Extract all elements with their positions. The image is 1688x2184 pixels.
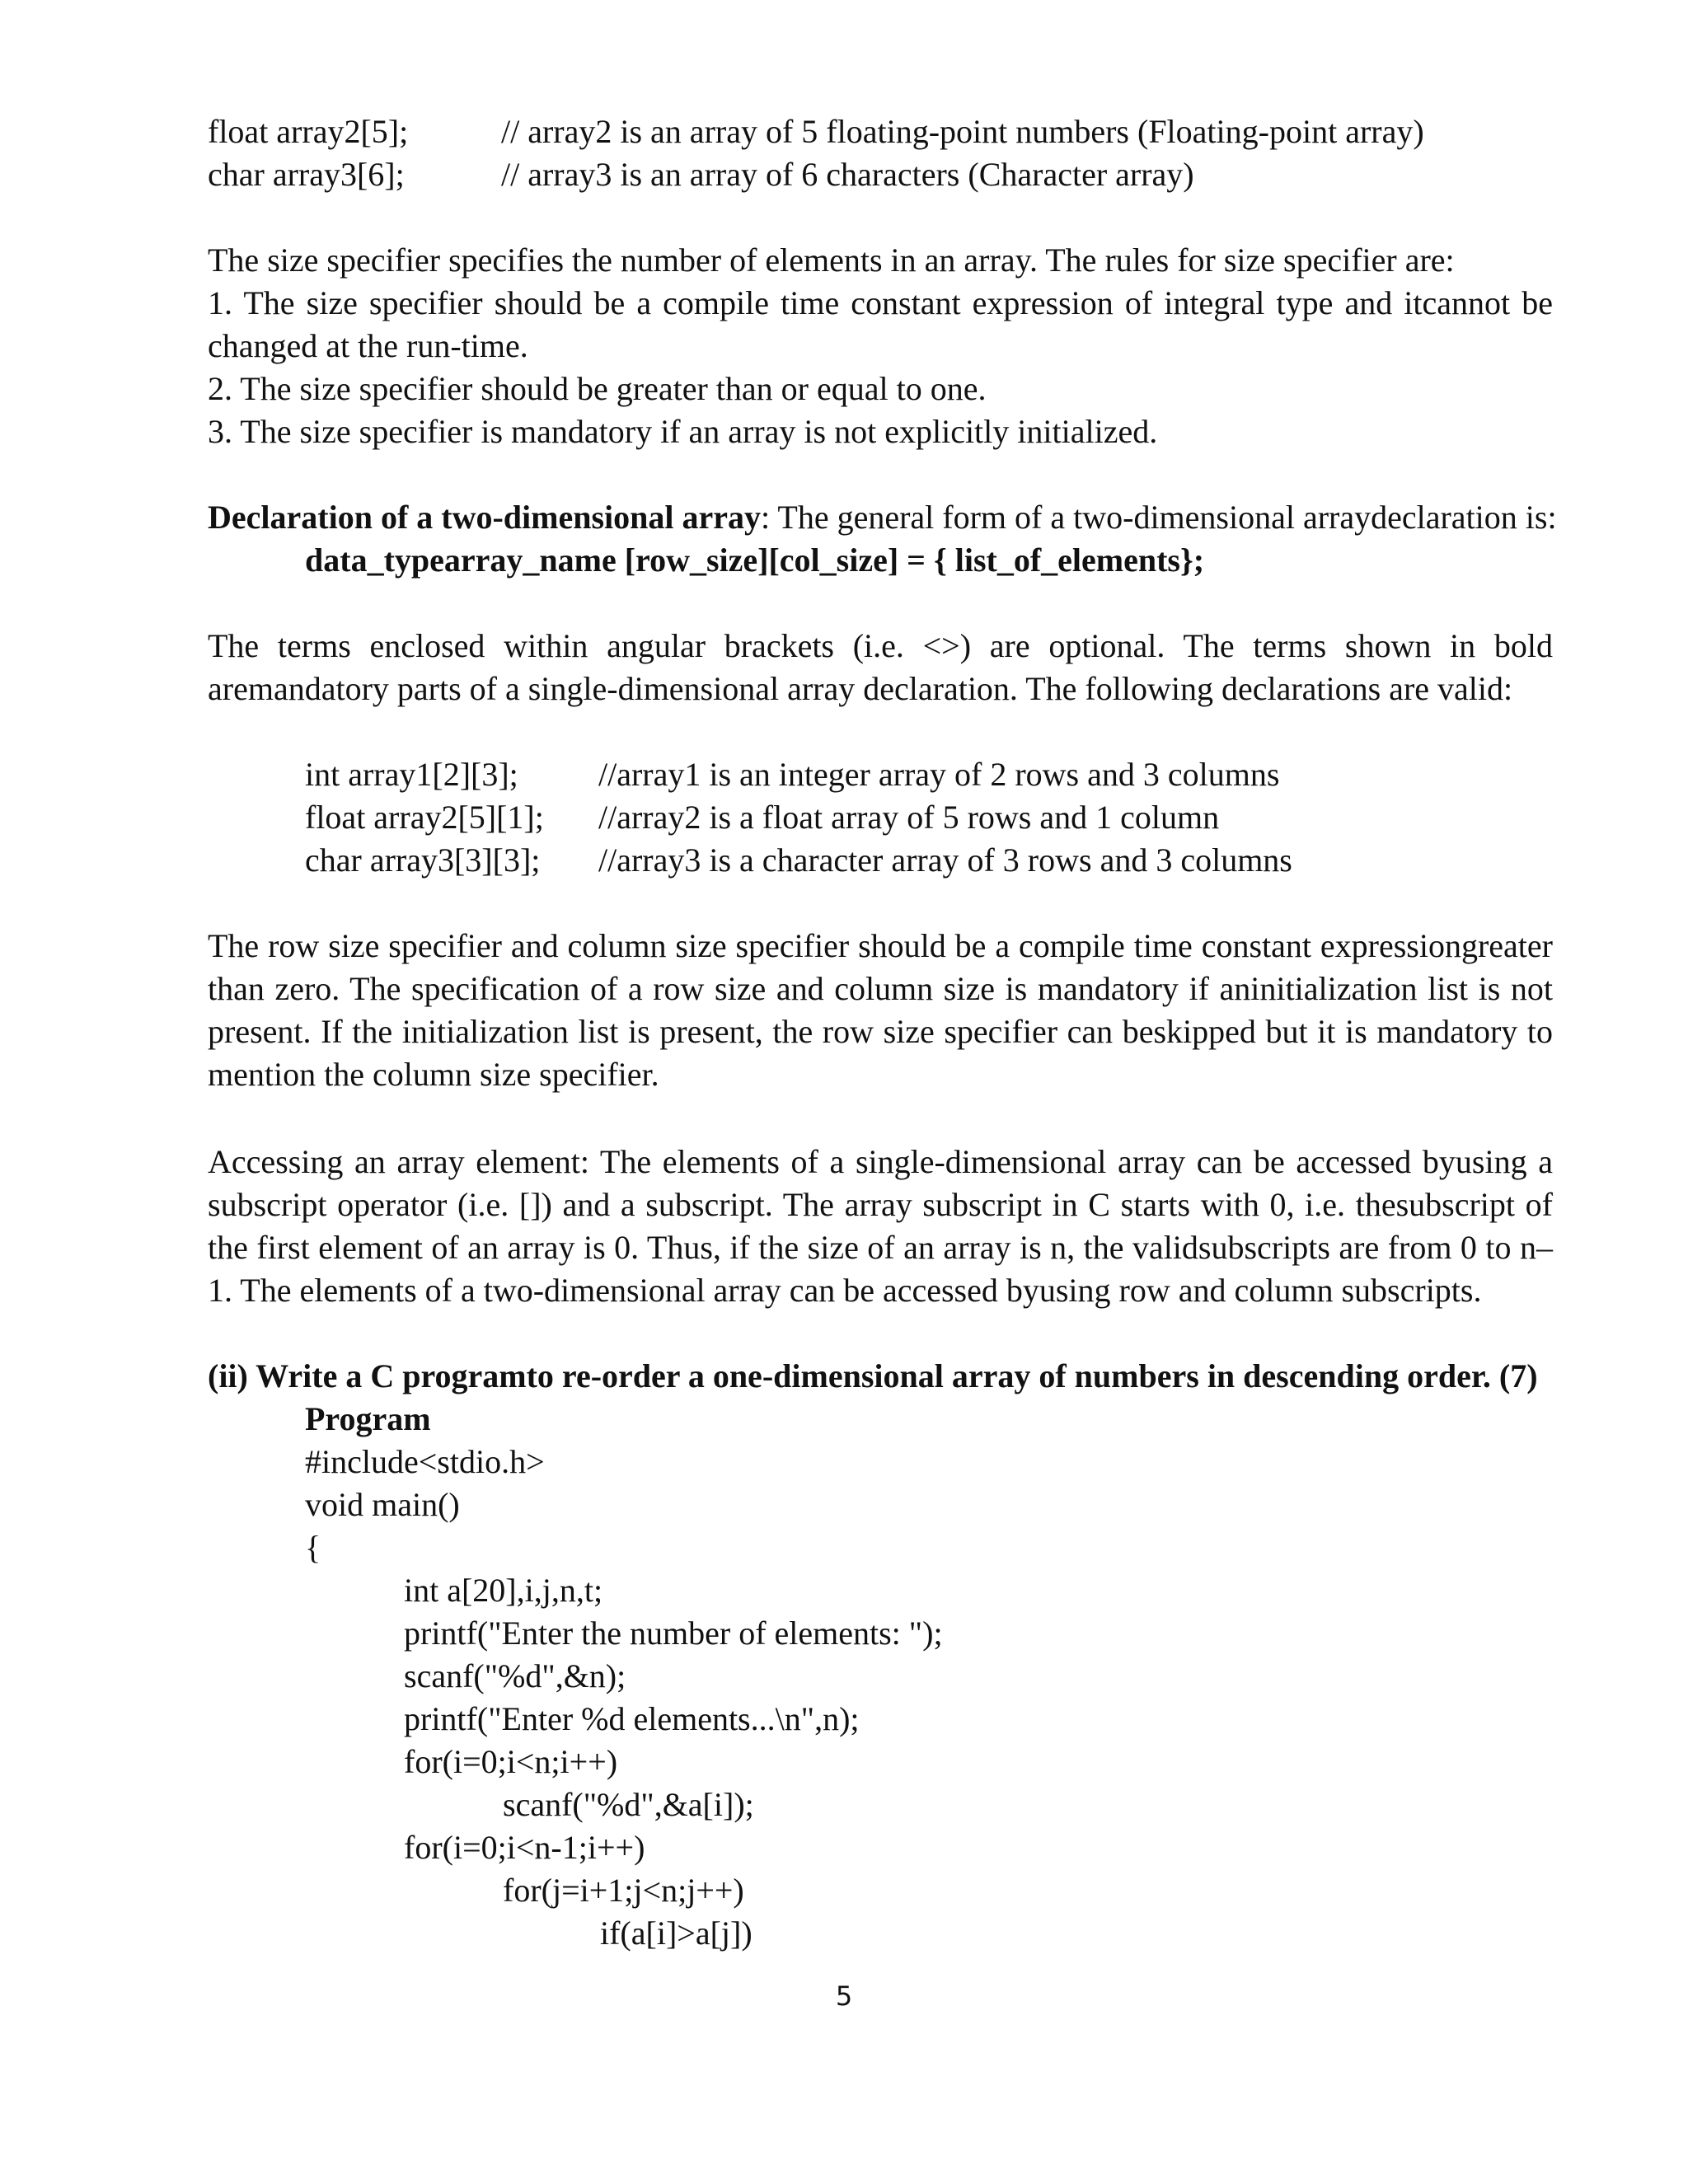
size-rule-3: 3. The size specifier is mandatory if an array is not explicitly initialized. (208, 413, 1158, 450)
declaration-code: char array3[6]; (208, 156, 405, 193)
size-rules-intro: The size specifier specifies the number of elements in an array. The rules for size specifier are: (208, 241, 1455, 279)
declaration-line (208, 110, 408, 153)
accessing-paragraph: Accessing an array element: The elements of a single-dimensional array can be accessed byusing a subscript operator (i.e. []) and a subscript. The array subscript in C starts with 0, i.e. thesubscript of the first element of an array is 0. Thus, if the size of an array is n, the validsubscripts are from 0 to n–1. The elements of a two-dimensional array can be accessed byusing row and column subscripts. (208, 1143, 1553, 1309)
terms-paragraph: The terms enclosed within angular brackets (i.e. <>) are optional. The terms shown in bold aremandatory parts of a single-dimensional array declaration. The following declarations are valid: (208, 627, 1553, 707)
question-heading: (ii) Write a C programto re-order a one-dimensional array of numbers in descending order. (7) (208, 1357, 1538, 1394)
code-line: { (305, 1529, 321, 1566)
declaration-comment: // array3 is an array of 6 characters (Character array) (501, 156, 1194, 193)
program-label: Program (305, 1400, 431, 1437)
declaration-line (208, 153, 405, 196)
two-dim-declaration-code: int array1[2][3]; (305, 756, 518, 793)
code-line: scanf("%d",&n); (404, 1657, 626, 1694)
two-dim-heading (208, 496, 1557, 539)
code-line: for(i=0;i<n;i++) (404, 1743, 618, 1780)
two-dim-declaration-code: float array2[5][1]; (305, 799, 544, 836)
code-line: for(j=i+1;j<n;j++) (503, 1872, 744, 1909)
code-line: void main() (305, 1486, 460, 1523)
two-dim-declaration-comment: //array2 is a float array of 5 rows and 1 column (598, 799, 1220, 836)
code-line: if(a[i]>a[j]) (600, 1915, 753, 1952)
row-col-paragraph: The row size specifier and column size specifier should be a compile time constant expressiongreater than zero. The specification of a row size and column size is mandatory if aninitialization list is not present. If the initialization list is present, the row size specifier can beskipped but it is mandatory to mention the column size specifier. (208, 927, 1553, 1093)
two-dim-declaration-comment: //array3 is a character array of 3 rows and 3 columns (598, 841, 1292, 879)
two-dim-heading-rest: : The general form of a two-dimensional arraydeclaration is: (761, 499, 1557, 536)
code-line: scanf("%d",&a[i]); (503, 1786, 754, 1823)
declaration-code: float array2[5]; (208, 113, 409, 150)
code-line: printf("Enter the number of elements: "); (404, 1615, 943, 1652)
code-line: for(i=0;i<n-1;i++) (404, 1829, 645, 1866)
code-line: printf("Enter %d elements...\n",n); (404, 1700, 860, 1737)
two-dim-declaration-code: char array3[3][3]; (305, 841, 541, 879)
two-dim-syntax: data_typearray_name [row_size][col_size] = { list_of_elements}; (305, 541, 1205, 579)
two-dim-declaration-comment: //array1 is an integer array of 2 rows and 3 columns (598, 756, 1280, 793)
code-line: #include<stdio.h> (305, 1443, 545, 1480)
declaration-comment: // array2 is an array of 5 floating-point numbers (Floating-point array) (501, 113, 1424, 150)
size-rule-2: 2. The size specifier should be greater than or equal to one. (208, 370, 987, 407)
two-dim-heading-title: Declaration of a two-dimensional array (208, 499, 762, 536)
size-rule-1: 1. The size specifier should be a compile time constant expression of integral type and itcannot be changed at the run-time. (208, 284, 1553, 364)
page-number: 5 (835, 1980, 853, 2012)
code-line: int a[20],i,j,n,t; (404, 1572, 603, 1609)
